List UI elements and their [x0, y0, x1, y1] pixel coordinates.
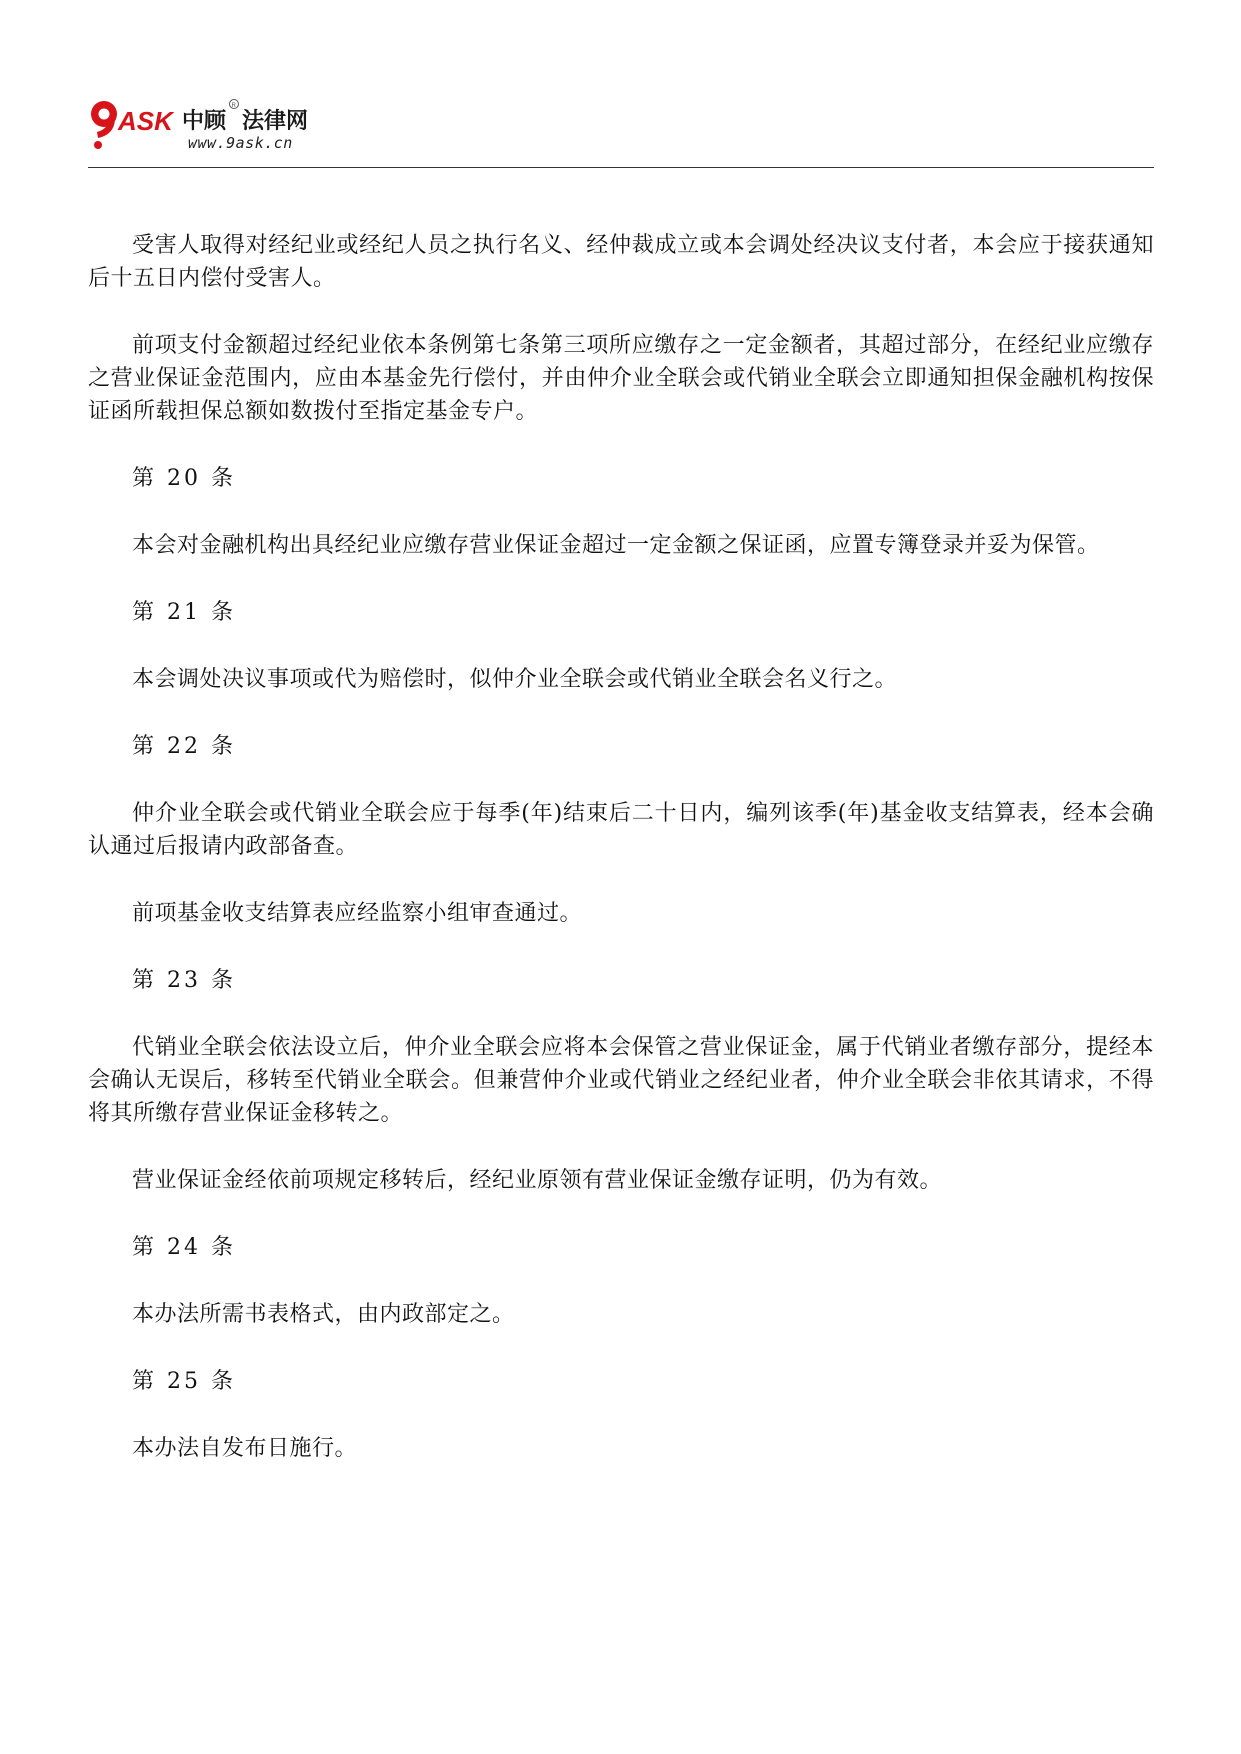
svg-text:中顾: 中顾 — [182, 109, 227, 134]
paragraph: 代销业全联会依法设立后，仲介业全联会应将本会保管之营业保证金，属于代销业者缴存部分，提经本会确认无误后，移转至代销业全联会。但兼营仲介业或代销业之经纪业者，仲介业全联会非依其请求，不得将其所缴存营业保证金移转之。 — [88, 1035, 1154, 1126]
svg-text:法律网: 法律网 — [242, 109, 309, 134]
svg-text:ASK: ASK — [118, 106, 173, 136]
paragraph: 前项支付金额超过经纪业依本条例第七条第三项所应缴存之一定金额者，其超过部分，在经纪业应缴存之营业保证金范围内，应由本基金先行偿付，并由仲介业全联会或代销业全联会立即通知担保金融机构按保证函所载担保总额如数拨付至指定基金专户。 — [88, 333, 1154, 424]
paragraph: 仲介业全联会或代销业全联会应于每季(年)结束后二十日内，编列该季(年)基金收支结算表，经本会确认通过后报请内政部备查。 — [88, 801, 1154, 859]
paragraph: 本会调处决议事项或代为赔偿时，似仲介业全联会或代销业全联会名义行之。 — [132, 667, 898, 692]
paragraph: 本办法自发布日施行。 — [132, 1436, 358, 1461]
article-heading: 第 24 条 — [132, 1235, 236, 1260]
paragraph: 前项基金收支结算表应经监察小组审查通过。 — [132, 901, 583, 926]
article-heading: 第 21 条 — [132, 600, 236, 625]
paragraph: 本办法所需书表格式，由内政部定之。 — [132, 1302, 515, 1327]
svg-text:R: R — [231, 103, 236, 109]
article-heading: 第 23 条 — [132, 968, 236, 993]
header-divider — [88, 167, 1154, 168]
document-body — [88, 229, 1154, 1499]
site-url[interactable]: www.9ask.cn — [188, 134, 293, 152]
paragraph: 受害人取得对经纪业或经纪人员之执行名义、经仲裁成立或本会调处经决议支付者，本会应于接获通知后十五日内偿付受害人。 — [88, 233, 1154, 291]
article-heading: 第 22 条 — [132, 734, 236, 759]
paragraph: 本会对金融机构出具经纪业应缴存营业保证金超过一定金额之保证函，应置专簿登录并妥为保管。 — [132, 533, 1100, 558]
site-header — [88, 96, 358, 158]
article-heading: 第 20 条 — [132, 466, 236, 491]
article-heading: 第 25 条 — [132, 1369, 236, 1394]
paragraph: 营业保证金经依前项规定移转后，经纪业原领有营业保证金缴存证明，仍为有效。 — [132, 1168, 943, 1193]
